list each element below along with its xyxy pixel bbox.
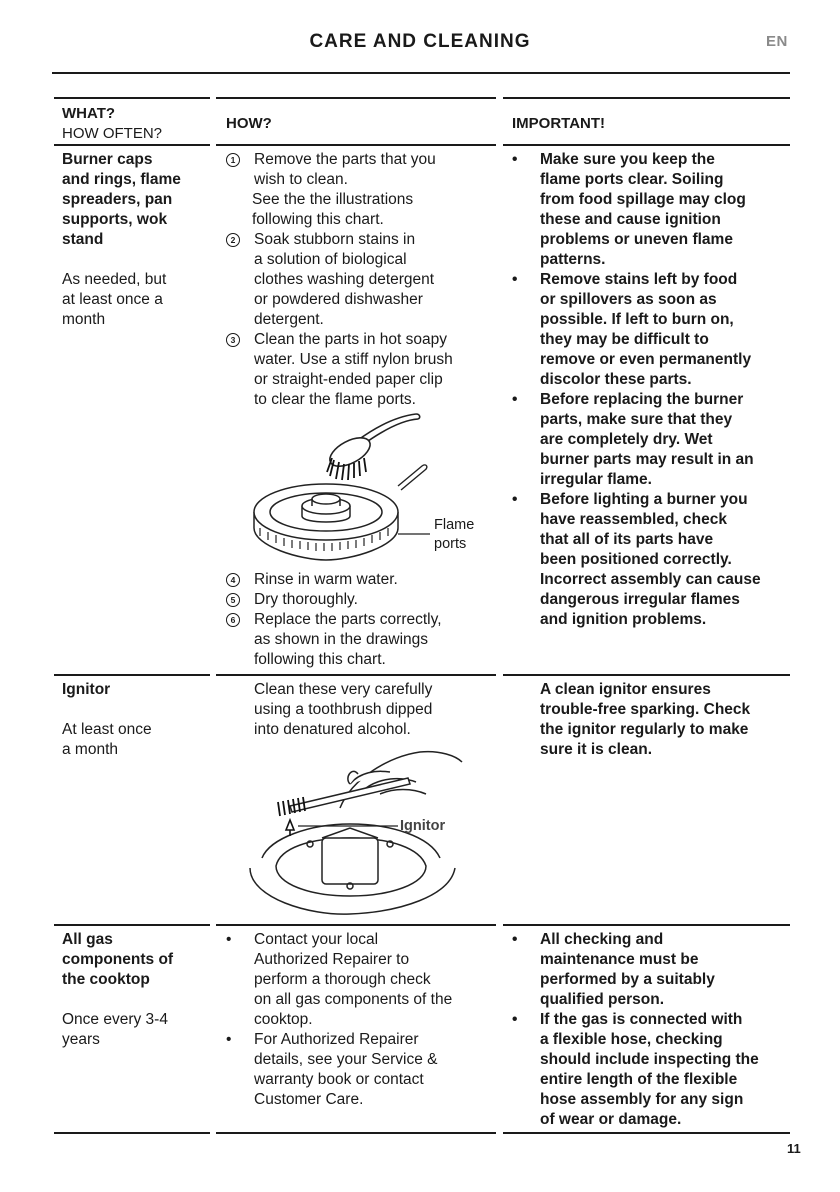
row1-how-steps-cont — [226, 570, 496, 670]
step-2: 2 Soak stubborn stains in a solution of biological clothes washing detergent or powdered dishwasher detergent. — [226, 230, 496, 330]
important-bullet: • Before lighting a burner you have reassembled, check that all of its parts have been positioned correctly. Incorrect assembly can cause dangerous irregular flames and ignition problems. — [512, 491, 761, 628]
flame-ports-label: Flame ports — [434, 517, 475, 552]
row2-what — [62, 680, 207, 760]
table-bottom-rule — [54, 1132, 210, 1134]
row3-how — [226, 930, 496, 1110]
how-bullet: • Contact your local Authorized Repairer to perform a thorough check on all gas components of the cooktop. — [226, 931, 453, 1028]
important-bullet: • If the gas is connected with a flexible hose, checking should include inspecting the entire length of the flexible hose assembly for any sign of wear or damage. — [512, 1011, 759, 1128]
header-bottom-rule — [216, 144, 496, 146]
table-top-rule — [216, 97, 496, 99]
row1-how — [226, 150, 496, 410]
row-rule — [54, 924, 210, 926]
important-bullet: • Before replacing the burner parts, make sure that they are completely dry. Wet burner parts may result in an irregular flame. — [512, 391, 754, 488]
table-top-rule — [503, 97, 790, 99]
step-5: 5 Dry thoroughly. — [226, 590, 496, 610]
important-bullet: • Make sure you keep the flame ports clear. Soiling from food spillage may clog these and cause ignition problems or uneven flame patterns. — [512, 151, 746, 268]
how-bullet: • For Authorized Repairer details, see your Service & warranty book or contact Customer Care. — [226, 1031, 438, 1108]
header-bottom-rule — [54, 144, 210, 146]
paper-clip-icon — [398, 465, 427, 490]
header-what-label: WHAT? — [62, 105, 116, 122]
header-how-often-label: HOW OFTEN? — [62, 125, 162, 142]
table-bottom-rule — [503, 1132, 790, 1134]
row-rule — [54, 674, 210, 676]
row1-what — [62, 150, 207, 330]
row2-frequency: At least once a month — [62, 721, 152, 758]
header-what — [62, 104, 207, 144]
row2-important: A clean ignitor ensures trouble-free sparking. Check the ignitor regularly to make sure it is clean. — [540, 681, 751, 758]
row3-what — [62, 930, 207, 1050]
ignitor-cleaning-illustration — [240, 748, 500, 918]
step-6: 6 Replace the parts correctly, as shown in the drawings following this chart. — [226, 610, 496, 670]
header-rule — [52, 72, 790, 74]
important-bullet: • All checking and maintenance must be performed by a suitably qualified person. — [512, 931, 715, 1008]
step-3: 3 Clean the parts in hot soapy water. Use a stiff nylon brush or straight-ended paper clip to clear the flame ports. — [226, 330, 496, 410]
row-rule — [216, 674, 496, 676]
row3-item: All gas components of the cooktop — [62, 931, 174, 988]
step-1: 1 Remove the parts that you wish to clean. — [226, 150, 496, 190]
ignitor-label: Ignitor — [400, 818, 446, 834]
page-title: CARE AND CLEANING — [309, 31, 531, 52]
burner-ring-icon — [254, 484, 398, 560]
table-top-rule — [54, 97, 210, 99]
language-code: EN — [766, 33, 788, 50]
row3-frequency: Once every 3-4 years — [62, 1011, 168, 1048]
row3-important — [512, 930, 792, 1130]
row2-item: Ignitor — [62, 681, 111, 698]
row1-item: Burner caps and rings, flame spreaders, pan supports, wok stand — [62, 151, 181, 248]
header-bottom-rule — [503, 144, 790, 146]
burner-base-icon — [250, 824, 455, 914]
header-important: IMPORTANT! — [512, 115, 606, 132]
row2-how: Clean these very carefully using a toothbrush dipped into denatured alcohol. — [254, 681, 433, 738]
row-rule — [503, 924, 790, 926]
row-rule — [503, 674, 790, 676]
important-bullet: • Remove stains left by food or spillovers as soon as possible. If left to burn on, they may be difficult to remove or even permanently discolor these parts. — [512, 271, 752, 388]
row-rule — [216, 924, 496, 926]
page-number: 11 — [787, 1141, 801, 1156]
illustration-note: See the the illustrations following this chart. — [252, 191, 414, 228]
header-how: HOW? — [226, 115, 272, 132]
row1-important — [512, 150, 792, 630]
step-4: 4 Rinse in warm water. — [226, 570, 496, 590]
table-bottom-rule — [216, 1132, 496, 1134]
row1-frequency: As needed, but at least once a month — [62, 271, 167, 328]
